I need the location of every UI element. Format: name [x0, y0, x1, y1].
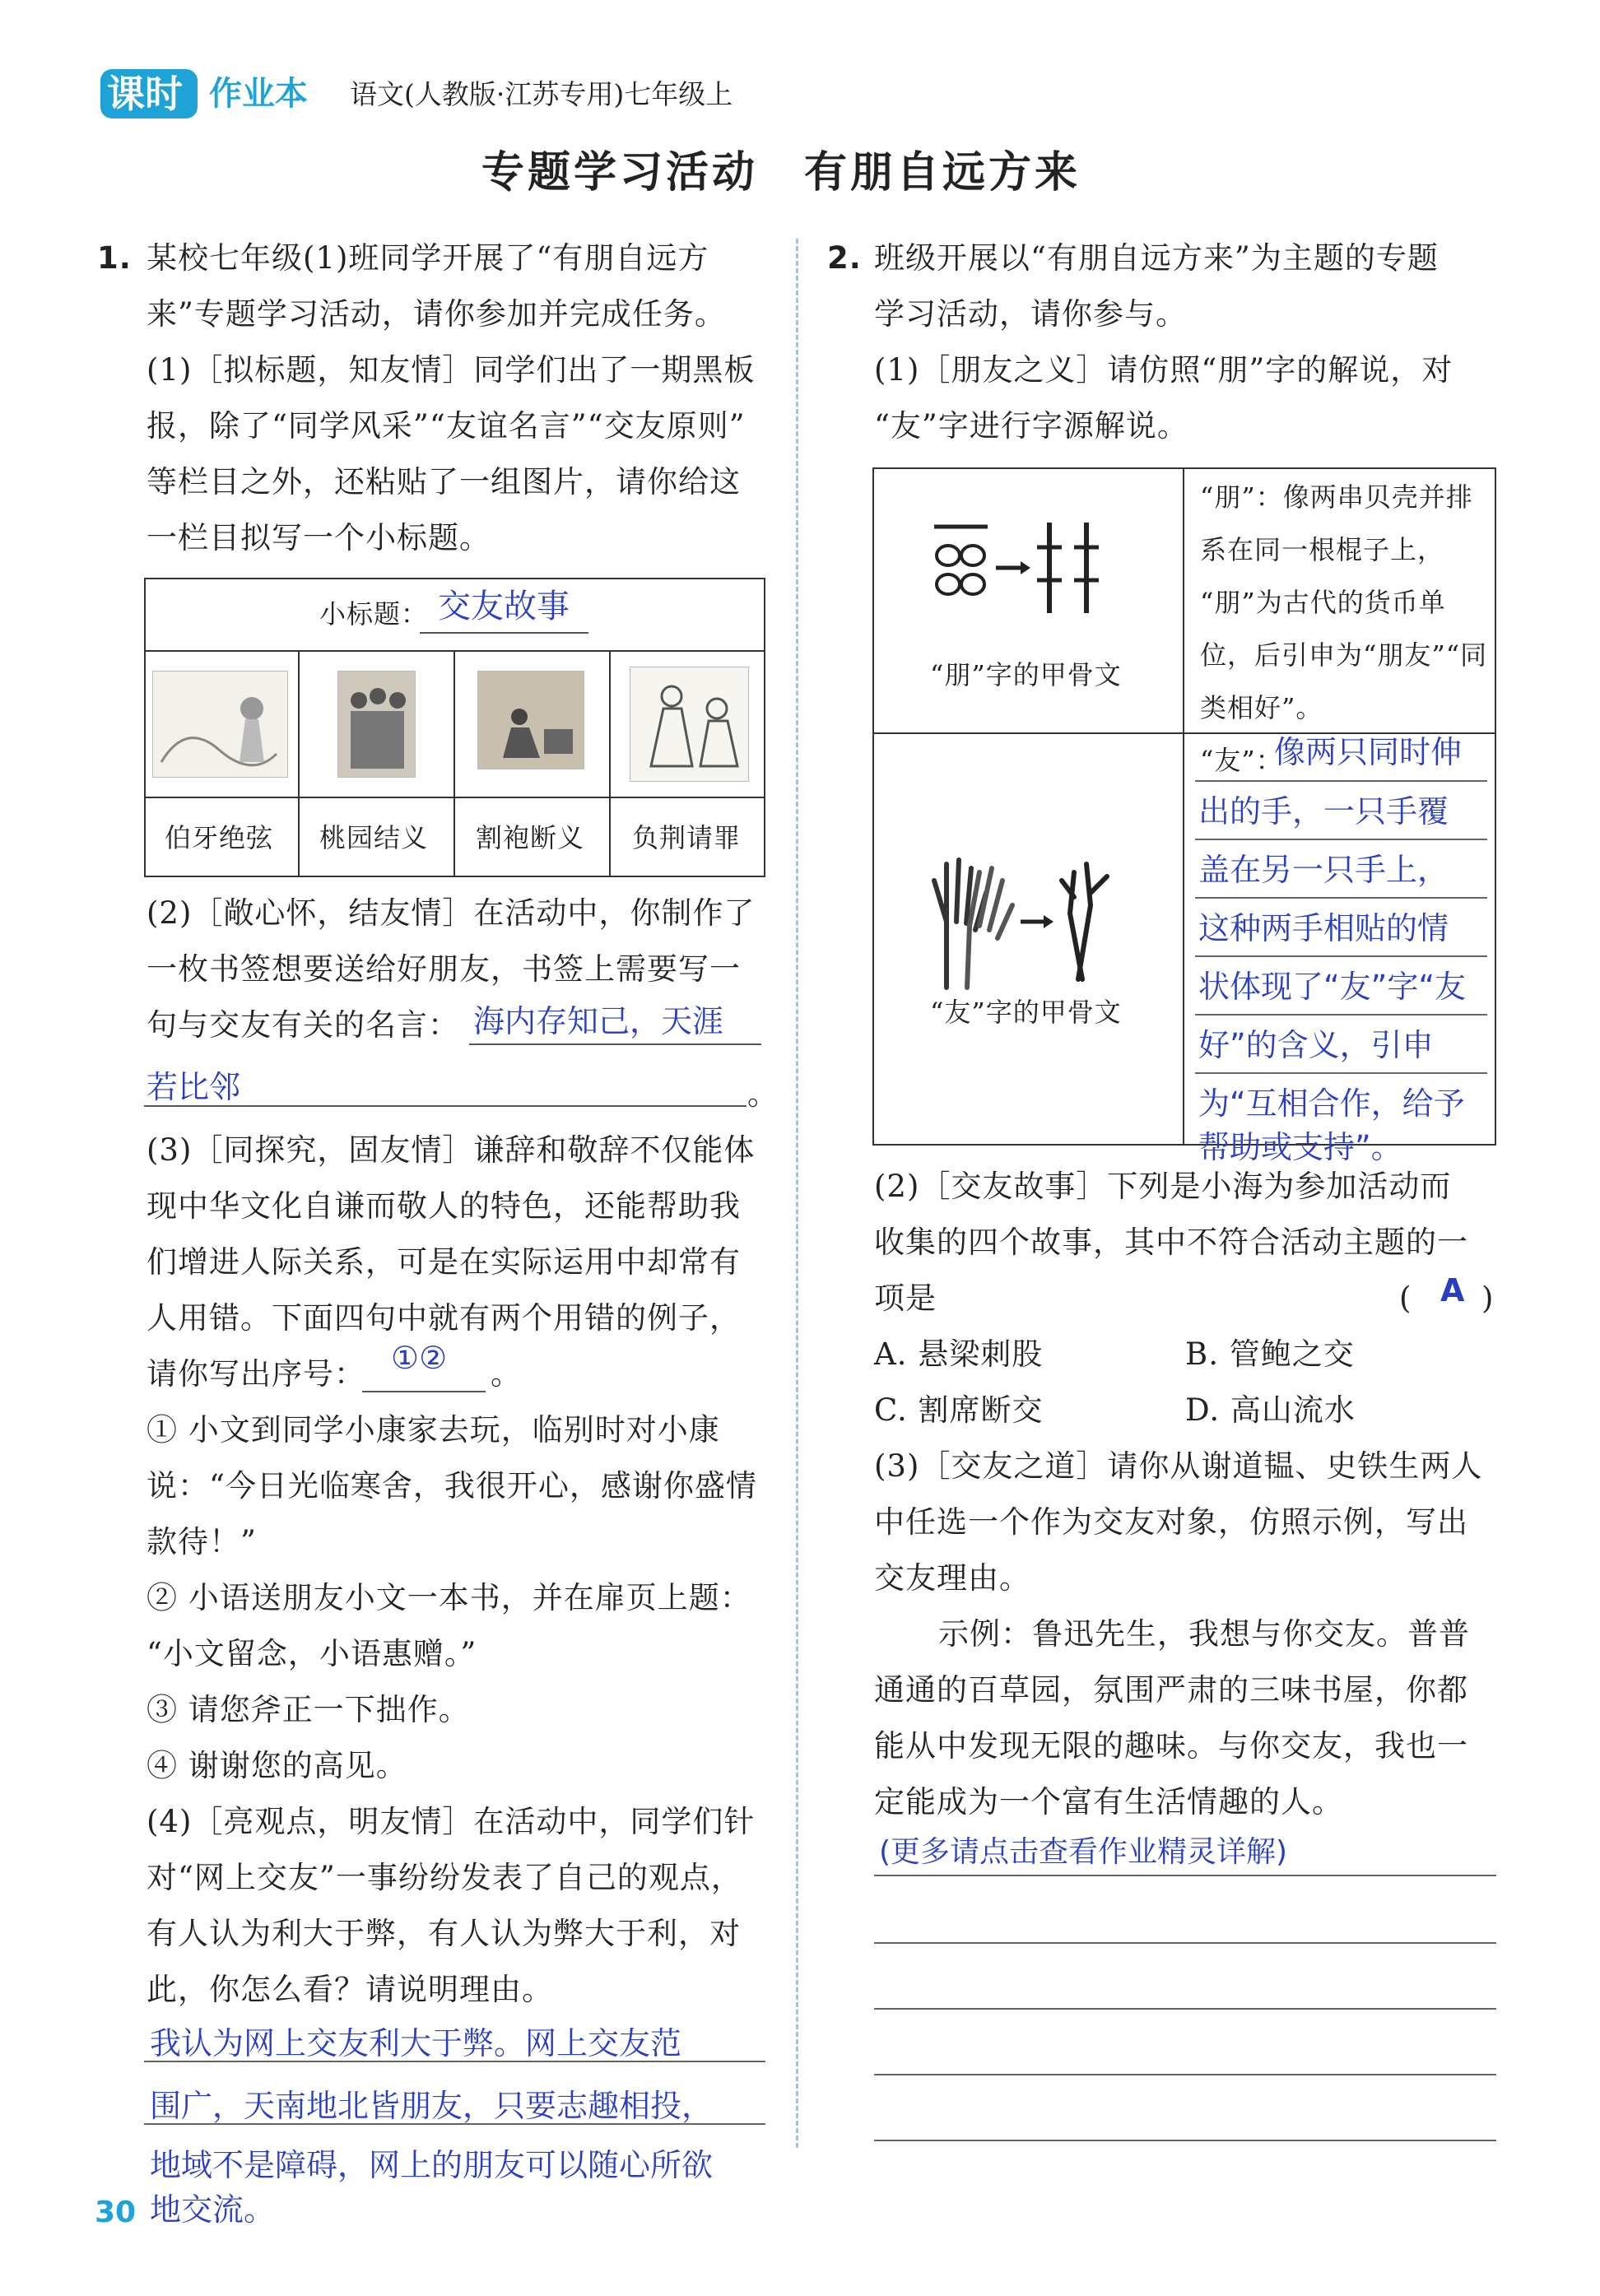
q2-p2-line2: 收集的四个故事，其中不符合活动主题的一	[874, 1225, 1468, 1260]
story-image-boya	[152, 671, 288, 778]
you-caption: “友”字的甲骨文	[930, 997, 1122, 1028]
peng-text-1: “朋”：像两串贝壳并排	[1200, 481, 1473, 513]
option-b: B. 管鲍之交	[1185, 1336, 1355, 1372]
q2-p2-line1: (2)［交友故事］下列是小海为参加活动而	[874, 1169, 1452, 1204]
you-line	[1195, 1014, 1487, 1016]
example-line4: 定能成为一个富有生活情趣的人。	[874, 1784, 1343, 1820]
you-line	[1195, 780, 1487, 782]
peng-oracle-image	[922, 510, 1128, 625]
q1-p3-end: 。	[491, 1356, 522, 1392]
you-oracle-image	[922, 848, 1128, 996]
logo-sub: 作业本	[209, 75, 308, 113]
caption-boya: 伯牙绝弦	[165, 822, 274, 853]
you-answer-1: 像两只同时伸	[1274, 734, 1463, 770]
q1-number: 1.	[97, 240, 132, 276]
q2-p2-line3: 项是	[874, 1280, 937, 1316]
q1-p4-line	[144, 2061, 765, 2062]
peng-text-5: 类相好”。	[1200, 692, 1323, 723]
sentence-4: ④ 谢谢您的高见。	[147, 1748, 407, 1783]
q2-p3-line3: 交友理由。	[874, 1560, 1030, 1596]
you-answer-4: 这种两手相贴的情	[1198, 910, 1449, 946]
peng-text-3: “朋”为古代的货币单	[1200, 587, 1446, 618]
story-image-fujing	[630, 667, 749, 782]
you-answer-5: 状体现了“友”字“友	[1198, 969, 1467, 1005]
q1-p3-answer: ①②	[391, 1340, 448, 1376]
table-col-divider	[453, 650, 455, 877]
q1-p4-answer-4: 地交流。	[150, 2191, 276, 2228]
q1-p3-line3: 们增进人际关系，可是在实际运用中却常有	[147, 1244, 741, 1280]
you-answer-3: 盖在另一只手上，	[1198, 852, 1449, 888]
you-answer-2: 出的手，一只手覆	[1198, 793, 1449, 830]
q1-intro-1: 某校七年级(1)班同学开展了“有朋自远方	[147, 240, 709, 276]
peng-text-2: 系在同一根棍子上，	[1200, 534, 1445, 565]
q2-answer-line	[874, 2074, 1496, 2075]
you-answer-6: 好”的含义，引申	[1198, 1027, 1434, 1063]
q1-p2-underline-1	[469, 1043, 761, 1045]
caption-gepao: 割袍断义	[476, 822, 585, 853]
q1-p4-line4: 此，你怎么看？请说明理由。	[147, 1972, 553, 2007]
table-col-divider	[298, 650, 300, 877]
page-number: 30	[95, 2196, 137, 2229]
q2-answer-line	[874, 2008, 1496, 2010]
q2-p2-paren-right: )	[1481, 1280, 1495, 1316]
q1-p1-line1: (1)［拟标题，知友情］同学们出了一期黑板	[147, 352, 756, 388]
you-prefix: “友”：	[1200, 745, 1283, 776]
option-d: D. 高山流水	[1185, 1392, 1356, 1428]
q2-p3-line1: (3)［交友之道］请你从谢道韫、史铁生两人	[874, 1448, 1483, 1484]
q1-p3-line1: (3)［同探究，固友情］谦辞和敬辞不仅能体	[147, 1132, 756, 1168]
you-line	[1195, 955, 1487, 957]
you-line	[1195, 839, 1487, 840]
q1-p3-line5: 请你写出序号：	[147, 1356, 365, 1392]
sentence-2-line1: ② 小语送朋友小文一本书，并在扉页上题：	[147, 1580, 751, 1615]
caption-taoyuan: 桃园结义	[319, 822, 429, 853]
you-line	[1195, 897, 1487, 899]
q1-p4-line3: 有人认为利大于弊，有人认为弊大于利，对	[147, 1916, 741, 1951]
story-image-taoyuan	[337, 671, 416, 778]
example-line2: 通通的百草园，氛围严肃的三味书屋，你都	[874, 1672, 1468, 1708]
option-a: A. 悬梁刺股	[874, 1336, 1044, 1372]
subject-line: 语文(人教版·江苏专用)七年级上	[350, 78, 733, 110]
q1-p2-underline-2	[144, 1105, 747, 1107]
more-link[interactable]: (更多请点击查看作业精灵详解)	[879, 1835, 1288, 1869]
q2-p3-line2: 中任选一个作为交友对象，仿照示例，写出	[874, 1504, 1468, 1540]
q2-p2-paren-left: (	[1399, 1280, 1412, 1316]
q1-p3-line2: 现中华文化自谦而敬人的特色，还能帮助我	[147, 1188, 741, 1224]
q1-p2-line1: (2)［敞心怀，结友情］在活动中，你制作了	[147, 895, 756, 931]
sentence-1-line2: 说：“今日光临寒舍，我很开心，感谢你盛情	[147, 1468, 757, 1504]
caption-fujing: 负荆请罪	[632, 822, 742, 853]
q1-p4-answer-2: 围广，天南地北皆朋友，只要志趣相投，	[150, 2088, 714, 2124]
sentence-2-line2: “小文留念，小语惠赠。”	[147, 1636, 477, 1671]
q2-p1-line1: (1)［朋友之义］请仿照“朋”字的解说，对	[874, 352, 1453, 388]
q2-intro-1: 班级开展以“有朋自远方来”为主题的专题	[874, 240, 1439, 276]
q2-answer-line	[874, 1875, 1496, 1876]
column-divider	[796, 239, 798, 2148]
q1-p4-answer-1: 我认为网上交友利大于弊。网上交友范	[150, 2025, 682, 2061]
q1-p4-answer-3: 地域不是障碍，网上的朋友可以随心所欲	[150, 2147, 714, 2183]
q2-answer-line	[874, 2140, 1496, 2141]
option-c: C. 割席断交	[874, 1392, 1044, 1428]
q2-intro-2: 学习活动，请你参与。	[874, 296, 1187, 332]
subtitle-label: 小标题：	[319, 598, 429, 630]
example-line1: 示例：鲁迅先生，我想与你交友。普普	[938, 1616, 1470, 1652]
sentence-1-line1: ① 小文到同学小康家去玩，临别时对小康	[147, 1412, 720, 1448]
q1-p4-line2: 对“网上交友”一事纷纷发表了自己的观点，	[147, 1860, 742, 1895]
q2-answer-line	[874, 1942, 1496, 1944]
you-answer-7: 为“互相合作，给予	[1198, 1085, 1465, 1122]
q1-p3-line4: 人用错。下面四句中就有两个用错的例子，	[147, 1300, 741, 1336]
subtitle-underline	[420, 632, 588, 634]
char-table-col-divider	[1183, 467, 1184, 1146]
q1-p1-line4: 一栏目拟写一个小标题。	[147, 520, 491, 555]
you-line	[1195, 1072, 1487, 1074]
q1-p1-line2: 报，除了“同学风采”“友谊名言”“交友原则”	[147, 408, 746, 444]
q2-p1-line2: “友”字进行字源解说。	[874, 408, 1188, 444]
q1-p1-line3: 等栏目之外，还粘贴了一组图片，请你给这	[147, 464, 741, 500]
example-line3: 能从中发现无限的趣味。与你交友，我也一	[874, 1728, 1468, 1764]
q1-p3-underline	[362, 1391, 486, 1392]
sentence-1-line3: 款待！”	[147, 1524, 257, 1559]
table-col-divider	[609, 650, 611, 877]
peng-text-4: 位，后引申为“朋友”“同	[1200, 639, 1488, 671]
you-answer-8: 帮助或支持”。	[1198, 1129, 1402, 1165]
sentence-3: ③ 请您斧正一下拙作。	[147, 1692, 470, 1727]
q1-p4-line	[144, 2123, 765, 2125]
q1-p2-line2: 一枚书签想要送给好朋友，书签上需要写一	[147, 951, 741, 987]
q1-p2-answer-2: 若比邻	[147, 1069, 241, 1105]
logo-main: 课时	[107, 72, 183, 116]
subtitle-answer: 交友故事	[438, 588, 570, 625]
q2-p2-answer: A	[1440, 1272, 1465, 1308]
q1-p2-end: 。	[747, 1076, 779, 1112]
q1-p2-line3: 句与交友有关的名言：	[147, 1007, 459, 1043]
q1-intro-2: 来”专题学习活动，请你参加并完成任务。	[147, 296, 726, 332]
page-title: 专题学习活动 有朋自远方来	[481, 147, 1081, 198]
q2-number: 2.	[827, 240, 862, 276]
q1-p2-answer-1: 海内存知己，天涯	[473, 1003, 724, 1039]
peng-caption: “朋”字的甲骨文	[930, 659, 1122, 690]
story-image-gepao	[477, 671, 584, 769]
q1-p4-line1: (4)［亮观点，明友情］在活动中，同学们针	[147, 1804, 756, 1839]
